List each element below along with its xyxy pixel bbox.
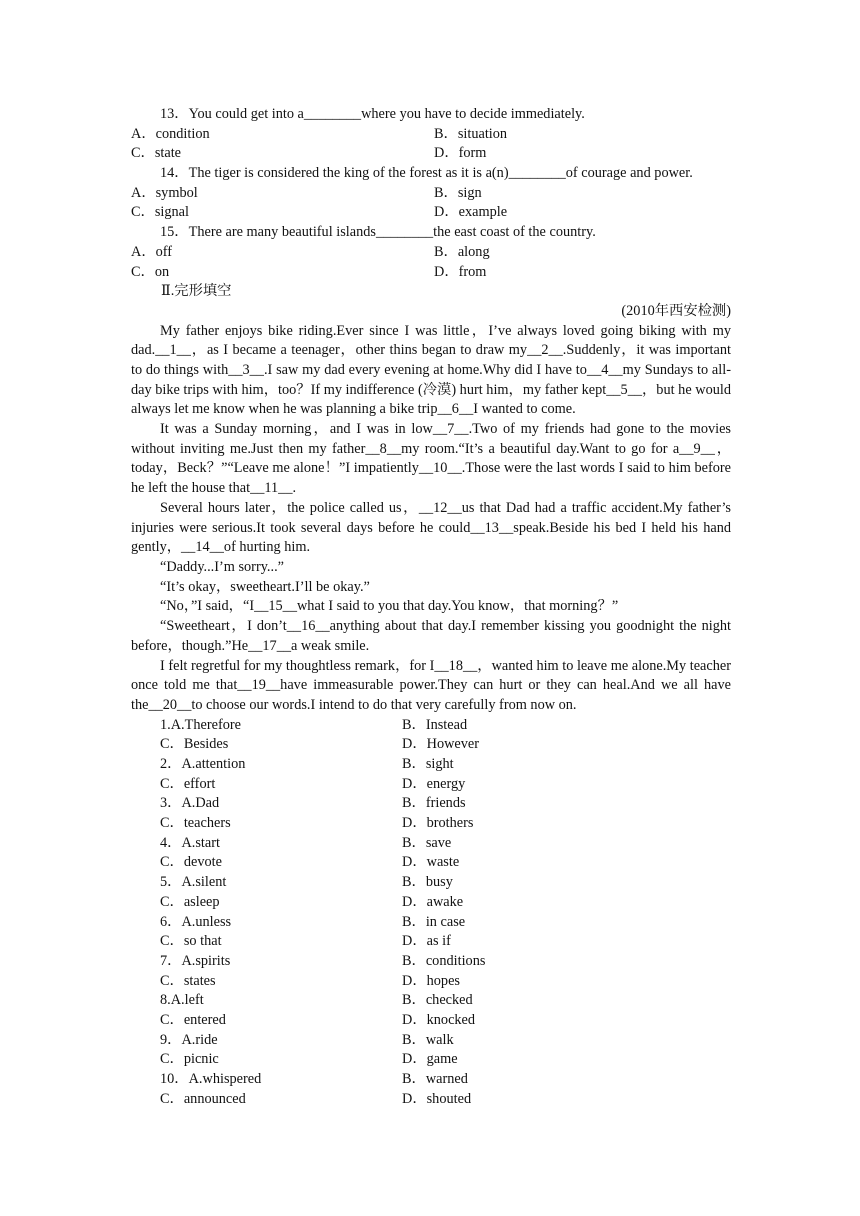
answer-option-row <box>131 932 731 952</box>
answer-option-left: 9．A.ride <box>160 1031 218 1048</box>
answer-option-right: B．busy <box>402 874 453 891</box>
answer-option-left: 5．A.silent <box>160 874 227 891</box>
answer-option-row <box>131 893 731 913</box>
options-row <box>131 243 731 263</box>
cloze-passage <box>131 322 731 716</box>
option-d: D．from <box>434 263 487 280</box>
passage-paragraph: “Sweetheart，I don’t__16__anything about that day.I remember kissing you goodnight the night before，though.”He__17__a weak smile. <box>131 618 731 654</box>
question-stem: 13．You could get into a________where you have to decide immediately. <box>160 106 585 122</box>
answer-option-row <box>131 1011 731 1031</box>
question-15 <box>131 223 731 282</box>
question-stem: 15．There are many beautiful islands________the east coast of the country. <box>160 224 596 241</box>
answer-option-row <box>131 952 731 972</box>
option-d: D．example <box>434 204 508 221</box>
option-b: B．situation <box>434 125 508 142</box>
answer-option-row <box>131 1070 731 1090</box>
answer-option-right: D．hopes <box>402 972 460 989</box>
answer-option-right: B．warned <box>402 1071 468 1087</box>
question-14 <box>131 164 731 223</box>
answer-option-left: C．devote <box>160 854 222 871</box>
section-title: Ⅱ.完形填空 <box>161 283 232 300</box>
passage-paragraph: “No，”I said，“I__15__what I said to you that day.You know，that morning？” <box>160 598 619 615</box>
question-stem: 14．The tiger is considered the king of the forest as it is a(n)________of courage and power. <box>160 165 693 182</box>
answer-option-right: B．checked <box>402 992 473 1009</box>
option-a: A．symbol <box>131 184 198 201</box>
answer-option-left: C．effort <box>160 775 216 792</box>
answer-option-left: C．so that <box>160 933 222 950</box>
answer-option-left: C．Besides <box>160 736 229 753</box>
options-row <box>131 144 731 164</box>
answer-option-right: D．waste <box>402 854 460 871</box>
passage-paragraph: My father enjoys bike riding.Ever since I was little，I’ve always loved going biking with my dad.__1__，as I became a teenager，other thins began to draw my__2__.Suddenly，it was important to do things with__3__.I saw my dad every evening at home.Why did I have to__4__my Sundays to all-day bike trips with him，too？If my indifference (冷漠) hurt him，my father kept__5__，but he would always let me know when he was planning a bike trip__6__I wanted to come. <box>131 322 731 418</box>
answer-option-right: D．game <box>402 1051 458 1068</box>
answer-option-right: B．sight <box>402 756 454 772</box>
answer-option-left: C．asleep <box>160 893 220 910</box>
answer-option-right: D．However <box>402 736 480 753</box>
answer-option-row <box>131 814 731 834</box>
option-c: C．signal <box>131 204 189 221</box>
answer-option-left: 10．A.whispered <box>160 1071 262 1087</box>
answer-option-left: C．announced <box>160 1090 246 1107</box>
answer-option-left: C．picnic <box>160 1051 219 1068</box>
option-a: A．off <box>131 243 173 260</box>
answer-option-left: 8.A.left <box>160 992 204 1009</box>
option-a: A．condition <box>131 125 210 142</box>
options-row <box>131 184 731 204</box>
answer-option-left: 6．A.unless <box>160 913 232 930</box>
answer-option-row <box>131 1090 731 1110</box>
answer-option-right: D．shouted <box>402 1090 472 1107</box>
answer-option-row <box>131 735 731 755</box>
option-b: B．sign <box>434 184 482 201</box>
option-b: B．along <box>434 243 490 260</box>
answer-option-right: B．save <box>402 834 452 851</box>
option-c: C．state <box>131 145 182 162</box>
answer-option-row <box>131 991 731 1011</box>
answer-option-row <box>131 755 731 775</box>
answer-options-list <box>131 716 731 1110</box>
answer-option-left: 7．A.spirits <box>160 952 231 969</box>
answer-option-right: B．in case <box>402 913 466 930</box>
options-row <box>131 263 731 283</box>
option-c: C．on <box>131 263 170 280</box>
section-source: (2010年西安检测) <box>621 302 731 319</box>
answer-option-right: D．as if <box>402 933 451 950</box>
answer-option-left: 1.A.Therefore <box>160 716 241 733</box>
answer-option-row <box>131 853 731 873</box>
passage-paragraph: Several hours later，the police called us，__12__us that Dad had a traffic accident.My father’s injuries were serious.It took several days before he could__13__speak.Beside his bed I held his hand gently，__14__of hurting him. <box>131 499 731 556</box>
question-13 <box>131 105 731 164</box>
option-d: D．form <box>434 145 487 162</box>
options-row <box>131 203 731 223</box>
answer-option-right: B．walk <box>402 1031 454 1048</box>
answer-option-right: B．Instead <box>402 716 468 733</box>
passage-paragraph: I felt regretful for my thoughtless remark，for I__18__，wanted him to leave me alone.My teacher once told me that__19__have immeasurable power.They can hurt or they can heal.And we all have the__20__to choose our words.I intend to do that very carefully from now on. <box>131 657 731 713</box>
answer-option-right: B．friends <box>402 795 466 812</box>
answer-option-left: 4．A.start <box>160 834 220 851</box>
answer-option-row <box>131 775 731 795</box>
answer-option-right: B．conditions <box>402 952 486 969</box>
answer-option-row <box>131 972 731 992</box>
answer-option-right: D．energy <box>402 775 466 792</box>
answer-option-row <box>131 1031 731 1051</box>
answer-option-row <box>131 834 731 854</box>
answer-option-left: 3．A.Dad <box>160 795 220 812</box>
answer-option-left: C．teachers <box>160 815 231 832</box>
answer-option-left: 2．A.attention <box>160 756 246 772</box>
answer-option-row <box>131 913 731 933</box>
answer-option-row <box>131 873 731 893</box>
document-content <box>131 105 731 1109</box>
passage-paragraph: It was a Sunday morning，and I was in low__7__.Two of my friends had gone to the movies without inviting me.Just then my father__8__my room.“It’s a beautiful day.Want to go for a__9__，today，Beck？”“Leave me alone！”I impatiently__10__.Those were the last words I said to him before he left the house that__11__. <box>131 421 731 497</box>
answer-option-right: D．knocked <box>402 1011 476 1028</box>
options-row <box>131 125 731 145</box>
answer-option-row <box>131 794 731 814</box>
answer-option-row <box>131 1050 731 1070</box>
answer-option-right: D．brothers <box>402 815 474 832</box>
answer-option-row <box>131 716 731 736</box>
answer-option-left: C．entered <box>160 1011 226 1028</box>
answer-option-right: D．awake <box>402 893 464 910</box>
passage-paragraph: “It’s okay，sweetheart.I’ll be okay.” <box>160 578 370 595</box>
passage-paragraph: “Daddy...I’m sorry...” <box>160 559 284 575</box>
answer-option-left: C．states <box>160 972 216 989</box>
